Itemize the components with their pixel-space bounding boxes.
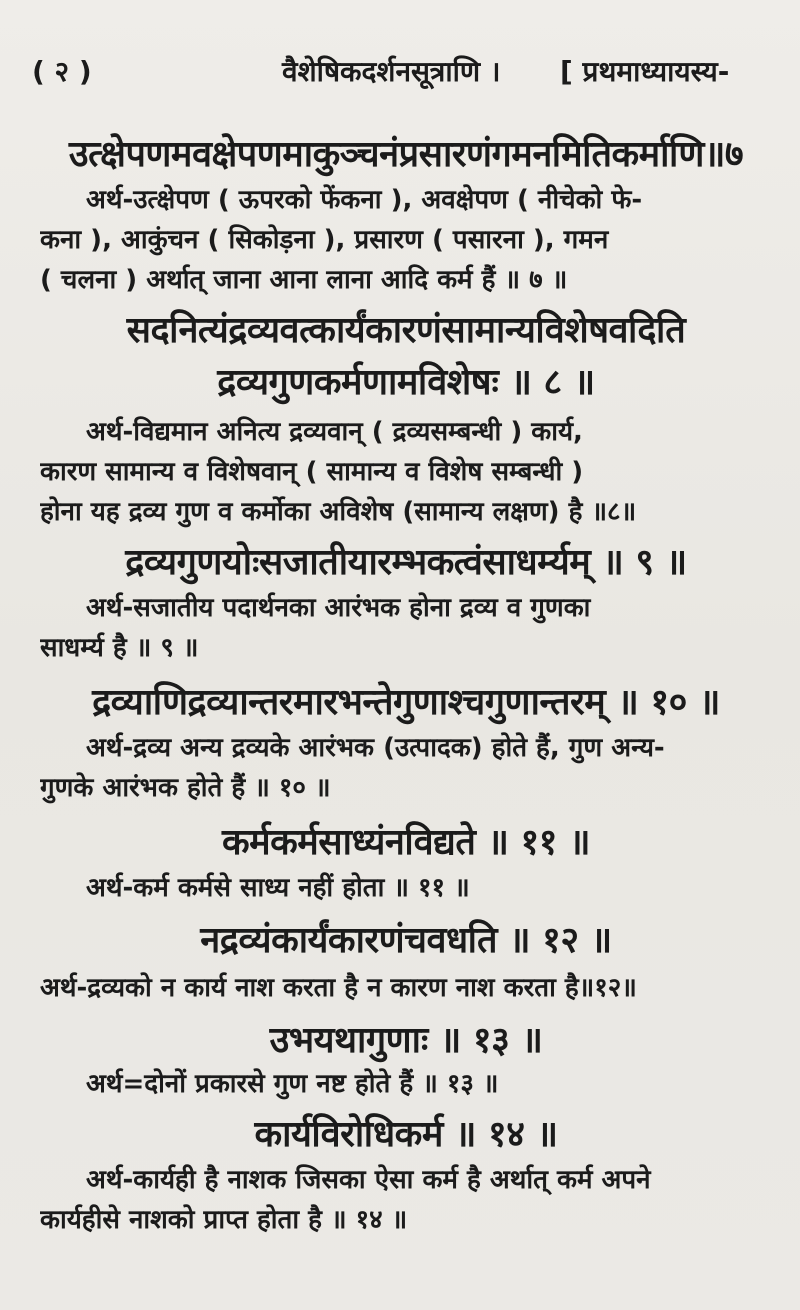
artha-9-line-1: अर्थ-सजातीय पदार्थनका आरंभक होना द्रव्य व गुणका bbox=[86, 593, 591, 623]
artha-13-line-1: अर्थ=दोनों प्रकारसे गुण नष्ट होते हैं ॥ १३ ॥ bbox=[86, 1069, 499, 1099]
artha-14-line-1: अर्थ-कार्यही है नाशक जिसका ऐसा कर्म है अर्थात् कर्म अपने bbox=[86, 1165, 651, 1195]
artha-12-line-1: अर्थ-द्रव्यको न कार्य नाश करता है न कारण नाश करता है॥१२॥ bbox=[40, 973, 637, 1003]
sutra-10-line-1: द्रव्याणिद्रव्यान्तरमारभन्तेगुणाश्चगुणान्तरम् ॥ १० ॥ bbox=[92, 682, 720, 723]
sutra-12-line-1: नद्रव्यंकार्यंकारणंचवधति ॥ १२ ॥ bbox=[200, 920, 612, 961]
sutra-13-line-1: उभयथागुणाः ॥ १३ ॥ bbox=[269, 1020, 543, 1061]
artha-8-line-2: कारण सामान्य व विशेषवान् ( सामान्य व विशेष सम्बन्धी ) bbox=[40, 457, 584, 487]
sutra-11-line-1: कर्मकर्मसाध्यंनविद्यते ॥ ११ ॥ bbox=[221, 822, 591, 863]
sutra-8-line-2: द्रव्यगुणकर्मणामविशेषः ॥ ८ ॥ bbox=[217, 362, 595, 403]
page-header bbox=[32, 52, 776, 96]
artha-7-line-2: कना ), आकुंचन ( सिकोड़ना ), प्रसारण ( पसारना ), गमन bbox=[40, 225, 609, 255]
page-number: ( २ ) bbox=[32, 55, 92, 88]
artha-10-line-1: अर्थ-द्रव्य अन्य द्रव्यके आरंभक (उत्पादक) होते हैं, गुण अन्य- bbox=[86, 733, 665, 763]
artha-9-line-2: साधर्म्य है ॥ ९ ॥ bbox=[40, 633, 199, 663]
artha-8-line-1: अर्थ-विद्यमान अनित्य द्रव्यवान् ( द्रव्यसम्बन्धी ) कार्य, bbox=[86, 417, 583, 447]
running-title: वैशेषिकदर्शनसूत्राणि । bbox=[282, 55, 501, 88]
artha-7-line-1: अर्थ-उत्क्षेपण ( ऊपरको फेंकना ), अवक्षेपण ( नीचेको फे- bbox=[86, 185, 643, 215]
artha-11-line-1: अर्थ-कर्म कर्मसे साध्य नहीं होता ॥ ११ ॥ bbox=[86, 873, 470, 903]
sutra-14-line-1: कार्यविरोधिकर्म ॥ १४ ॥ bbox=[254, 1114, 558, 1155]
artha-14-line-2: कार्यहीसे नाशको प्राप्त होता है ॥ १४ ॥ bbox=[40, 1205, 408, 1235]
sutra-8-line-1: सदनित्यंद्रव्यवत्कार्यंकारणंसामान्यविशेषवदिति bbox=[126, 310, 686, 351]
sutra-7-line-1: उत्क्षेपणमवक्षेपणमाकुञ्चनंप्रसारणंगमनमितिकर्माणि॥७ bbox=[68, 134, 744, 175]
artha-10-line-2: गुणके आरंभक होते हैं ॥ १० ॥ bbox=[40, 773, 331, 803]
section-heading: [ प्रथमाध्यायस्य- bbox=[560, 55, 730, 88]
artha-8-line-3: होना यह द्रव्य गुण व कर्मोका अविशेष (सामान्य लक्षण) है ॥८॥ bbox=[40, 497, 637, 527]
sutra-9-line-1: द्रव्यगुणयोःसजातीयारम्भकत्वंसाधर्म्यम् ॥ ९ ॥ bbox=[125, 542, 687, 583]
artha-7-line-3: ( चलना ) अर्थात् जाना आना लाना आदि कर्म हैं ॥ ७ ॥ bbox=[40, 265, 568, 295]
